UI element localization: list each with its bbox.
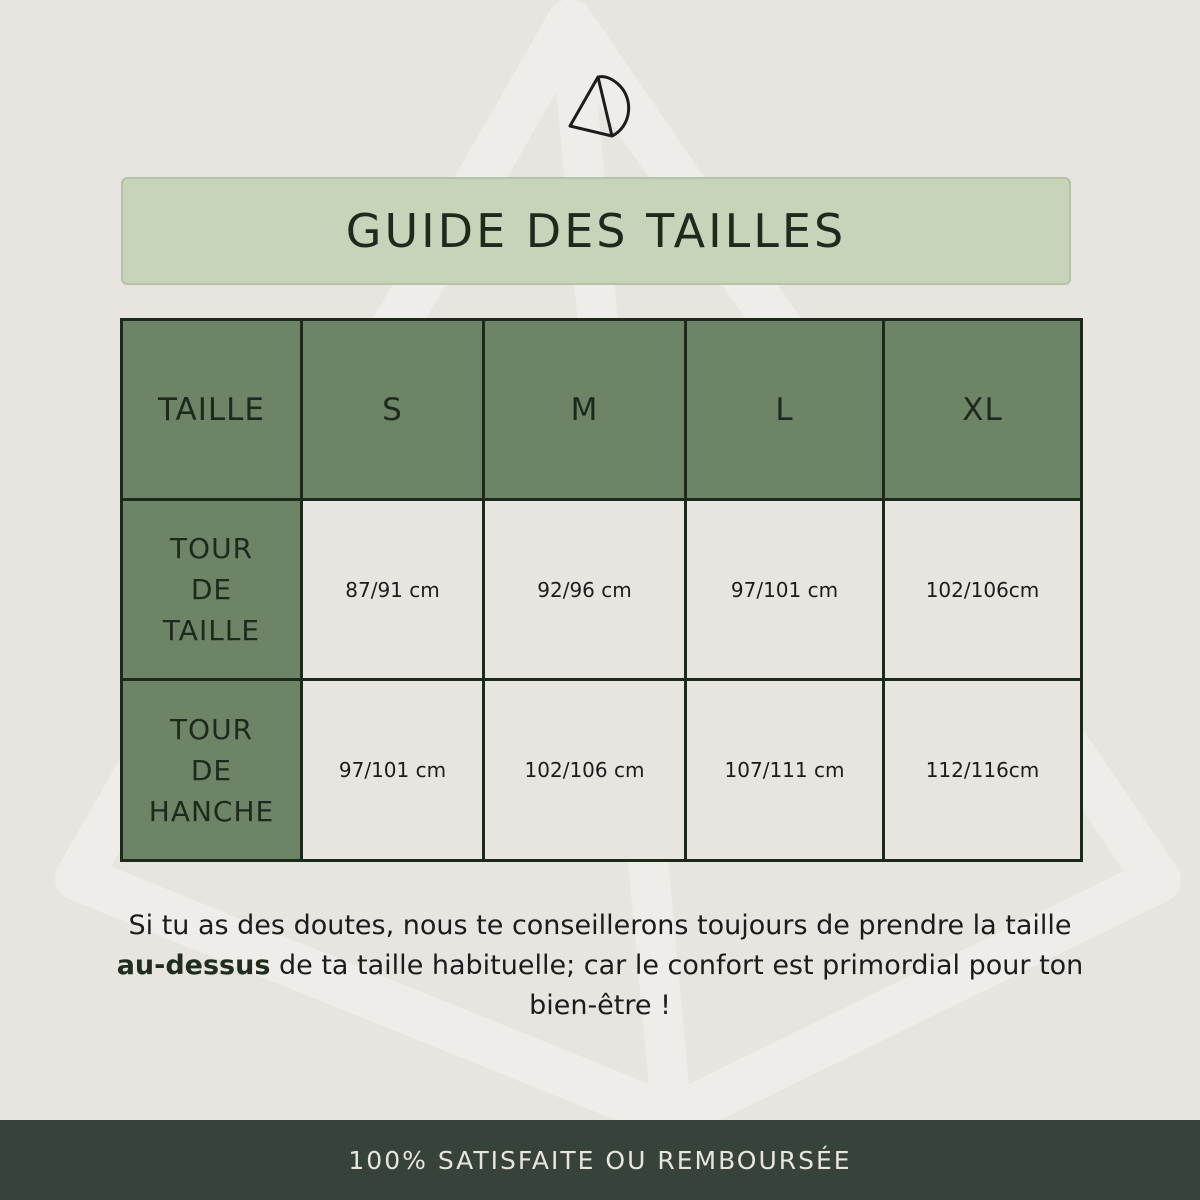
row-label-line: DE [190, 573, 233, 606]
table-row [122, 680, 1082, 861]
note-text-bold: au-dessus [116, 950, 271, 981]
note-text-before: Si tu as des doutes, nous te conseillerons toujours de prendre la taille [128, 910, 1072, 941]
row-label-tour-de-hanche [122, 680, 302, 861]
table-cell: 97/101 cm [686, 500, 884, 680]
table-cell: 107/111 cm [686, 680, 884, 861]
row-label-tour-de-taille [122, 500, 302, 680]
note-text-after: de ta taille habituelle; car le confort est primordial pour ton bien-être ! [270, 950, 1084, 1021]
header-size-xl: XL [884, 320, 1082, 500]
brand-logo-icon [566, 74, 636, 140]
table-cell: 97/101 cm [302, 680, 484, 861]
table-cell: 87/91 cm [302, 500, 484, 680]
row-label-line: DE [190, 753, 233, 787]
table-cell: 112/116cm [884, 680, 1082, 861]
footer-banner [0, 1120, 1200, 1200]
header-size-m: M [484, 320, 686, 500]
size-table [120, 318, 1083, 862]
row-label-line: TAILLE [162, 614, 261, 647]
header-size-l: L [686, 320, 884, 500]
header-taille: TAILLE [122, 320, 302, 500]
page-title: GUIDE DES TAILLES [345, 204, 847, 258]
table-row [122, 500, 1082, 680]
title-banner [121, 177, 1071, 285]
header-size-s: S [302, 320, 484, 500]
row-label-line: TOUR [169, 532, 254, 565]
table-header-row [122, 320, 1082, 500]
row-label-line: HANCHE [148, 794, 275, 828]
size-advice-note [100, 906, 1100, 1026]
footer-guarantee-text: 100% SATISFAITE OU REMBOURSÉE [348, 1145, 852, 1175]
row-label-line: TOUR [169, 712, 254, 746]
table-cell: 102/106 cm [484, 680, 686, 861]
table-cell: 102/106cm [884, 500, 1082, 680]
table-cell: 92/96 cm [484, 500, 686, 680]
